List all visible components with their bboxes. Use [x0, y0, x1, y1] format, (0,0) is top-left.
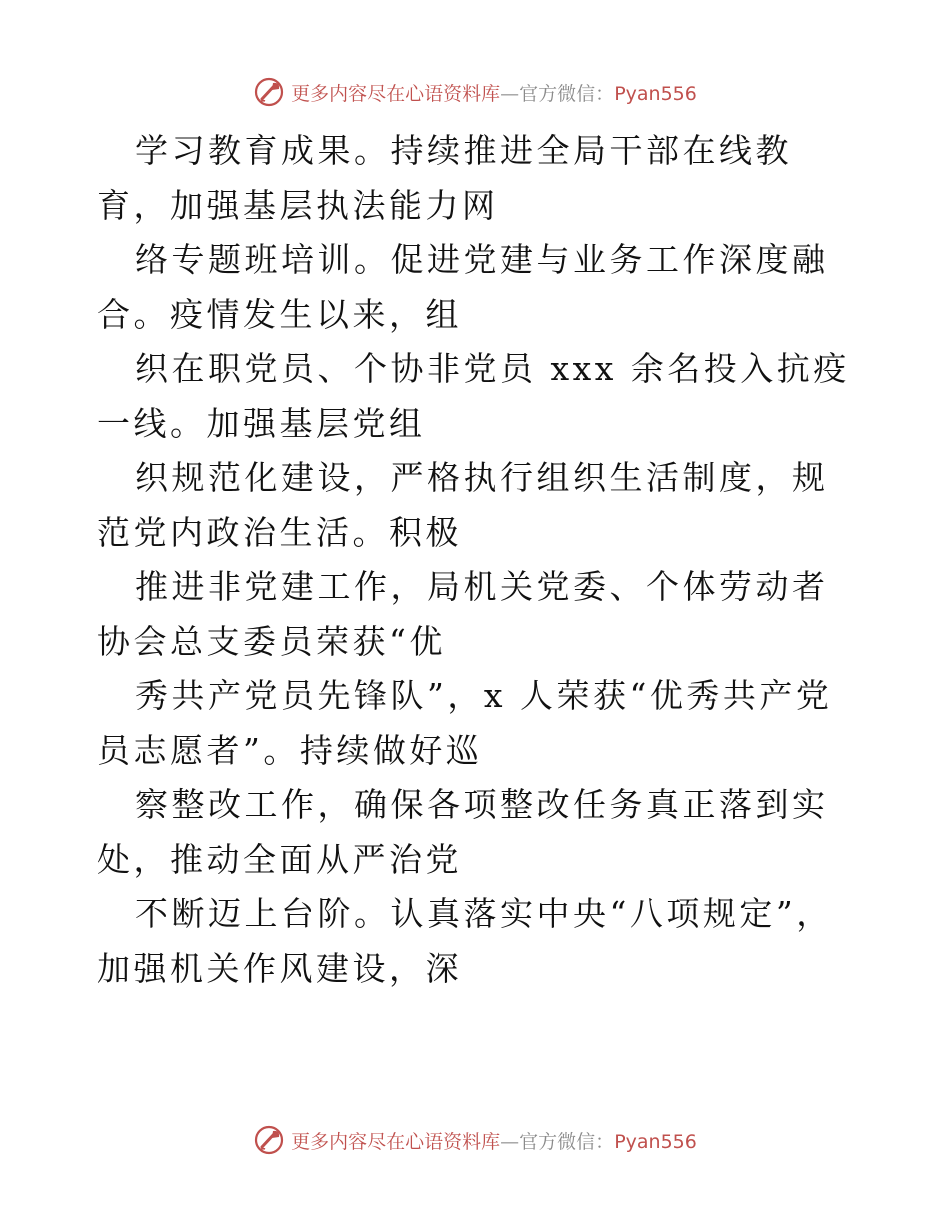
paragraph: 织规范化建设，严格执行组织生活制度，规范党内政治生活。积极: [97, 458, 829, 552]
paragraph: 秀共产党员先锋队”，x 人荣获“优秀共产党员志愿者”。持续做好巡: [97, 676, 833, 770]
paragraph: 推进非党建工作，局机关党委、个体劳动者协会总支委员荣获“优: [97, 567, 829, 661]
watermark-wechat-label: 官方微信：: [519, 1130, 615, 1153]
quill-logo-icon: [253, 76, 285, 108]
document-body: [97, 124, 857, 996]
paragraph: 络专题班培训。促进党建与业务工作深度融合。疫情发生以来，组: [97, 240, 829, 334]
header-watermark: [0, 72, 950, 112]
paragraph: 学习教育成果。持续推进全局干部在线教育，加强基层执法能力网: [97, 131, 792, 225]
watermark-wechat-label: 官方微信：: [519, 82, 615, 105]
watermark-text: [291, 79, 697, 106]
paragraph: 织在职党员、个协非党员 xxx 余名投入抗疫一线。加强基层党组: [97, 349, 850, 443]
watermark-main: 更多内容尽在心语资料库: [291, 1130, 501, 1153]
watermark-separator: —: [500, 1130, 520, 1153]
quill-logo-icon: [253, 1124, 285, 1156]
paragraph: 察整改工作，确保各项整改任务真正落到实处，推动全面从严治党: [97, 785, 829, 879]
watermark-wechat-id: Pyan556: [614, 82, 697, 105]
watermark-separator: —: [500, 82, 520, 105]
watermark-text: [291, 1127, 697, 1154]
watermark-wechat-id: Pyan556: [614, 1130, 697, 1153]
watermark-main: 更多内容尽在心语资料库: [291, 82, 501, 105]
footer-watermark: [0, 1120, 950, 1160]
paragraph: 不断迈上台阶。认真落实中央“八项规定”，加强机关作风建设，深: [97, 894, 833, 988]
